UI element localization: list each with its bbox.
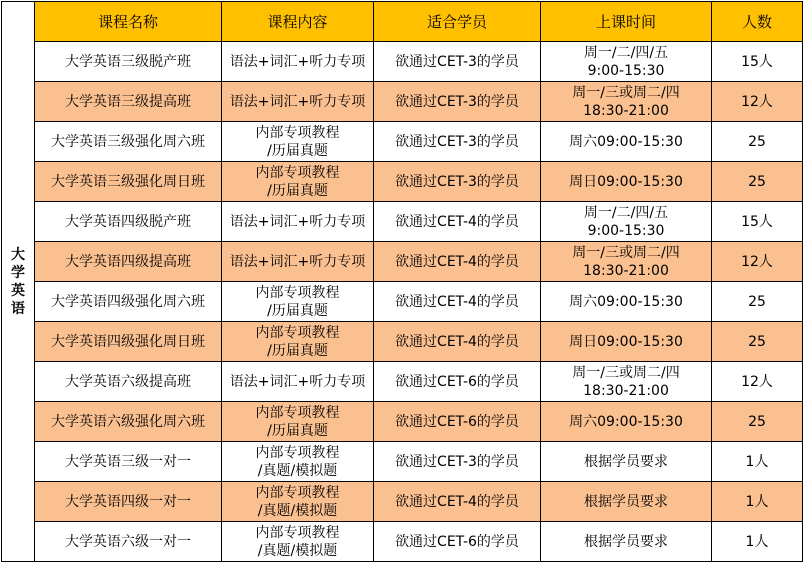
schedule-cell-text: 周一/三或周二/四 — [572, 364, 680, 381]
course-content-cell-text: 语法+词汇+听力专项 — [229, 53, 366, 70]
target-students-cell — [374, 282, 541, 322]
course-content-cell-text: /真题/模拟题 — [257, 462, 338, 479]
course-content-cell-text: 语法+词汇+听力专项 — [229, 373, 366, 390]
course-name-cell — [35, 442, 222, 482]
course-content-cell-text: /真题/模拟题 — [257, 542, 338, 559]
student-count-cell-text: 15人 — [741, 213, 773, 230]
schedule-cell-text: 周一/三或周二/四 — [572, 244, 680, 261]
target-students-cell — [374, 42, 541, 82]
schedule-cell — [541, 282, 712, 322]
table-row — [2, 162, 803, 202]
course-content-cell-text: 语法+词汇+听力专项 — [229, 213, 366, 230]
header-student-count: 人数 — [712, 2, 803, 42]
schedule-cell — [541, 42, 712, 82]
student-count-cell — [712, 202, 803, 242]
course-table — [1, 1, 803, 562]
course-content-cell — [222, 362, 374, 402]
course-content-cell-text: /历届真题 — [267, 342, 328, 359]
table-row — [2, 202, 803, 242]
course-content-cell — [222, 322, 374, 362]
course-content-cell — [222, 442, 374, 482]
table-row — [2, 242, 803, 282]
schedule-cell — [541, 442, 712, 482]
schedule-cell-text: 根据学员要求 — [584, 533, 668, 550]
course-content-cell — [222, 402, 374, 442]
student-count-cell-text: 25 — [748, 293, 766, 310]
student-count-cell-text: 12人 — [741, 93, 773, 110]
category-label: 大学英语 — [11, 246, 25, 317]
course-name-cell-text: 大学英语三级强化周日班 — [51, 173, 205, 190]
schedule-cell — [541, 122, 712, 162]
course-content-cell-text: 语法+词汇+听力专项 — [229, 93, 366, 110]
course-name-cell-text: 大学英语三级脱产班 — [65, 53, 191, 70]
course-name-cell-text: 大学英语四级强化周六班 — [51, 293, 205, 310]
schedule-cell-text: 周一/二/四/五 — [583, 44, 669, 61]
target-students-cell-text: 欲通过CET-3的学员 — [395, 173, 519, 190]
course-content-cell-text: 内部专项教程 — [255, 444, 340, 461]
target-students-cell-text: 欲通过CET-6的学员 — [395, 533, 519, 550]
course-name-cell — [35, 82, 222, 122]
course-name-cell — [35, 242, 222, 282]
course-name-cell — [35, 162, 222, 202]
table-row — [2, 42, 803, 82]
course-content-cell — [222, 482, 374, 522]
student-count-cell — [712, 242, 803, 282]
target-students-cell-text: 欲通过CET-6的学员 — [395, 373, 519, 390]
schedule-cell-text: 周六09:00-15:30 — [569, 293, 683, 310]
student-count-cell-text: 25 — [748, 333, 766, 350]
schedule-cell-text: 周六09:00-15:30 — [569, 133, 683, 150]
target-students-cell — [374, 362, 541, 402]
schedule-cell — [541, 202, 712, 242]
student-count-cell-text: 25 — [748, 173, 766, 190]
course-name-cell — [35, 202, 222, 242]
course-content-cell-text: 内部专项教程 — [255, 284, 340, 301]
target-students-cell-text: 欲通过CET-6的学员 — [395, 413, 519, 430]
student-count-cell-text: 1人 — [745, 453, 769, 470]
course-name-cell — [35, 362, 222, 402]
schedule-cell-text: 18:30-21:00 — [583, 382, 669, 399]
target-students-cell-text: 欲通过CET-3的学员 — [395, 453, 519, 470]
table-row — [2, 442, 803, 482]
course-name-cell — [35, 42, 222, 82]
schedule-cell-text: 9:00-15:30 — [587, 222, 665, 239]
course-content-cell — [222, 242, 374, 282]
table-row — [2, 322, 803, 362]
schedule-cell — [541, 242, 712, 282]
target-students-cell — [374, 202, 541, 242]
course-content-cell-text: /历届真题 — [267, 142, 328, 159]
header-schedule: 上课时间 — [541, 2, 712, 42]
target-students-cell-text: 欲通过CET-4的学员 — [395, 293, 519, 310]
student-count-cell — [712, 122, 803, 162]
course-content-cell-text: 内部专项教程 — [255, 484, 340, 501]
schedule-cell-text: 周一/二/四/五 — [583, 204, 669, 221]
target-students-cell — [374, 82, 541, 122]
course-content-cell-text: /历届真题 — [267, 422, 328, 439]
course-content-cell-text: 内部专项教程 — [255, 524, 340, 541]
schedule-cell — [541, 482, 712, 522]
target-students-cell — [374, 402, 541, 442]
student-count-cell-text: 1人 — [745, 533, 769, 550]
schedule-cell-text: 18:30-21:00 — [583, 262, 669, 279]
course-content-cell-text: 内部专项教程 — [255, 324, 340, 341]
target-students-cell-text: 欲通过CET-4的学员 — [395, 333, 519, 350]
course-name-cell-text: 大学英语四级一对一 — [65, 493, 191, 510]
student-count-cell-text: 12人 — [741, 373, 773, 390]
table-row — [2, 362, 803, 402]
table-row — [2, 122, 803, 162]
course-content-cell-text: 内部专项教程 — [255, 404, 340, 421]
target-students-cell-text: 欲通过CET-4的学员 — [395, 253, 519, 270]
course-content-cell-text: 语法+词汇+听力专项 — [229, 253, 366, 270]
header-row — [2, 2, 803, 42]
student-count-cell — [712, 82, 803, 122]
course-name-cell-text: 大学英语三级一对一 — [65, 453, 191, 470]
student-count-cell-text: 15人 — [741, 53, 773, 70]
schedule-cell — [541, 362, 712, 402]
table-row — [2, 282, 803, 322]
course-content-cell — [222, 282, 374, 322]
course-name-cell-text: 大学英语三级强化周六班 — [51, 133, 205, 150]
schedule-cell — [541, 162, 712, 202]
schedule-cell-text: 18:30-21:00 — [583, 102, 669, 119]
course-name-cell — [35, 282, 222, 322]
student-count-cell-text: 12人 — [741, 253, 773, 270]
target-students-cell — [374, 522, 541, 562]
schedule-cell-text: 周日09:00-15:30 — [569, 173, 683, 190]
course-content-cell — [222, 162, 374, 202]
student-count-cell-text: 25 — [748, 413, 766, 430]
schedule-cell-text: 根据学员要求 — [584, 453, 668, 470]
course-content-cell-text: 内部专项教程 — [255, 164, 340, 181]
schedule-cell-text: 根据学员要求 — [584, 493, 668, 510]
student-count-cell — [712, 522, 803, 562]
target-students-cell — [374, 442, 541, 482]
course-content-cell-text: /真题/模拟题 — [257, 502, 338, 519]
target-students-cell — [374, 482, 541, 522]
course-name-cell — [35, 322, 222, 362]
target-students-cell-text: 欲通过CET-4的学员 — [395, 493, 519, 510]
course-content-cell — [222, 522, 374, 562]
student-count-cell — [712, 362, 803, 402]
course-name-cell-text: 大学英语六级提高班 — [65, 373, 191, 390]
course-content-cell — [222, 82, 374, 122]
target-students-cell — [374, 122, 541, 162]
student-count-cell — [712, 42, 803, 82]
table-row — [2, 402, 803, 442]
course-content-cell-text: /历届真题 — [267, 302, 328, 319]
course-name-cell — [35, 482, 222, 522]
category-label-cell — [2, 2, 35, 562]
target-students-cell — [374, 242, 541, 282]
target-students-cell — [374, 162, 541, 202]
course-name-cell-text: 大学英语四级强化周日班 — [51, 333, 205, 350]
course-name-cell — [35, 122, 222, 162]
student-count-cell — [712, 282, 803, 322]
course-name-cell-text: 大学英语三级提高班 — [65, 93, 191, 110]
course-name-cell — [35, 402, 222, 442]
course-content-cell — [222, 122, 374, 162]
course-name-cell-text: 大学英语六级一对一 — [65, 533, 191, 550]
course-name-cell-text: 大学英语四级脱产班 — [65, 213, 191, 230]
schedule-cell-text: 周一/三或周二/四 — [572, 84, 680, 101]
schedule-cell-text: 周六09:00-15:30 — [569, 413, 683, 430]
student-count-cell-text: 1人 — [745, 493, 769, 510]
table-row — [2, 82, 803, 122]
header-course-content: 课程内容 — [222, 2, 374, 42]
course-content-cell — [222, 42, 374, 82]
table-row — [2, 522, 803, 562]
student-count-cell — [712, 482, 803, 522]
schedule-cell — [541, 322, 712, 362]
student-count-cell — [712, 442, 803, 482]
schedule-cell-text: 9:00-15:30 — [587, 62, 665, 79]
student-count-cell-text: 25 — [748, 133, 766, 150]
table-body — [2, 2, 803, 562]
schedule-cell — [541, 402, 712, 442]
course-content-cell — [222, 202, 374, 242]
schedule-cell-text: 周日09:00-15:30 — [569, 333, 683, 350]
target-students-cell-text: 欲通过CET-3的学员 — [395, 133, 519, 150]
target-students-cell-text: 欲通过CET-3的学员 — [395, 93, 519, 110]
student-count-cell — [712, 402, 803, 442]
course-name-cell — [35, 522, 222, 562]
schedule-cell — [541, 522, 712, 562]
student-count-cell — [712, 162, 803, 202]
schedule-cell — [541, 82, 712, 122]
header-course-name: 课程名称 — [35, 2, 222, 42]
course-name-cell-text: 大学英语四级提高班 — [65, 253, 191, 270]
header-target-students: 适合学员 — [374, 2, 541, 42]
course-name-cell-text: 大学英语六级强化周六班 — [51, 413, 205, 430]
course-content-cell-text: 内部专项教程 — [255, 124, 340, 141]
target-students-cell-text: 欲通过CET-4的学员 — [395, 213, 519, 230]
target-students-cell — [374, 322, 541, 362]
course-content-cell-text: /历届真题 — [267, 182, 328, 199]
table-row — [2, 482, 803, 522]
student-count-cell — [712, 322, 803, 362]
target-students-cell-text: 欲通过CET-3的学员 — [395, 53, 519, 70]
